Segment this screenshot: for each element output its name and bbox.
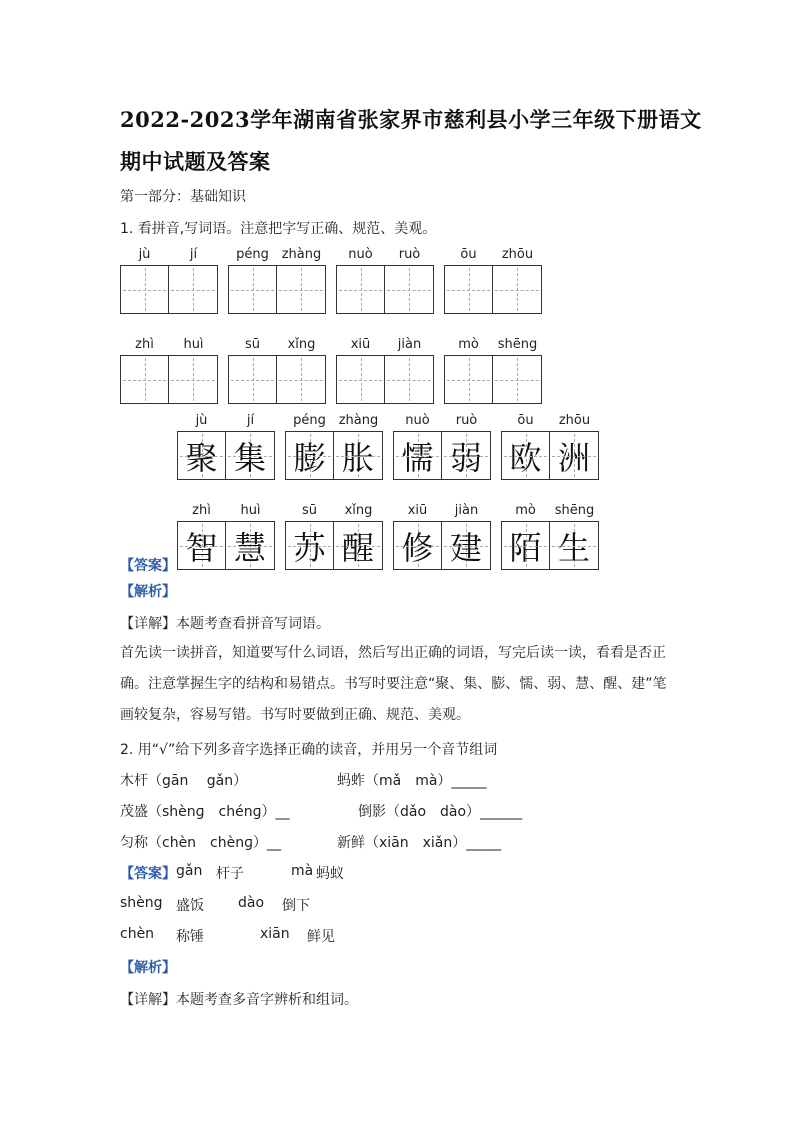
q2-item-text: 木杆（gān gǎn） [120, 773, 248, 789]
q1-detail: 【详解】本题考查看拼音写词语。 [120, 616, 330, 632]
pinyin: zhàng [281, 247, 322, 262]
answer-word [285, 501, 383, 570]
q2-item-text: 匀称（chèn chènɡ） [120, 835, 267, 851]
q2-answer-pinyin: gǎn [176, 863, 203, 879]
answer-word [501, 501, 599, 570]
answer-char: 集 [233, 438, 266, 477]
pinyin: nuò [348, 247, 373, 262]
writing-box[interactable] [169, 265, 218, 314]
pinyin: shēng [497, 337, 538, 352]
writing-box[interactable] [277, 265, 326, 314]
writing-box[interactable] [385, 265, 434, 314]
answer-char: 懦 [401, 438, 434, 477]
q2-answer-pinyin: shèng [120, 895, 163, 911]
pinyin: xǐng [287, 337, 316, 352]
word-grid [120, 335, 218, 404]
pinyin: jí [246, 413, 255, 428]
answer-char: 胀 [341, 438, 374, 477]
q2-blank[interactable]: ______ [480, 804, 523, 820]
answer-char: 修 [401, 528, 434, 567]
answer-char: 慧 [233, 528, 266, 567]
q2-answer-word: 蚂蚁 [316, 866, 344, 882]
answer-char: 聚 [185, 438, 218, 477]
answer-char: 智 [185, 528, 218, 567]
pinyin: jù [195, 413, 208, 428]
q2-item-1 [120, 770, 247, 790]
word-grid [444, 335, 542, 404]
pinyin: jí [189, 247, 198, 262]
writing-box[interactable] [336, 355, 385, 404]
pinyin: huì [183, 337, 204, 352]
q2-item-text: 倒影（dǎo dào） [358, 804, 481, 820]
q2-answer-word: 鲜见 [307, 929, 335, 945]
answer-word [177, 411, 275, 480]
pinyin: ruò [398, 247, 421, 262]
q2-detail: 【详解】本题考查多音字辨析和组词。 [120, 992, 358, 1008]
pinyin: jiàn [454, 503, 479, 518]
word-grid [228, 335, 326, 404]
pinyin: xiū [350, 337, 371, 352]
q2-analysis-label: 【解析】 [120, 960, 176, 976]
q2-item-5 [120, 832, 281, 852]
writing-box[interactable] [120, 265, 169, 314]
pinyin: huì [240, 503, 261, 518]
q2-item-text: 蚂蚱（mǎ mà） [337, 773, 452, 789]
pinyin: zhì [192, 503, 211, 518]
answer-char: 洲 [557, 438, 590, 477]
section-heading: 第一部分：基础知识 [120, 189, 246, 205]
q1-explanation: 首先读一读拼音，知道要写什么词语，然后写出正确的词语，写完后读一读，看看是否正确。注意掌握生字的结构和易错点。书写时要注意“聚、集、膨、懦、弱、慧、醒、建”笔画较复杂，容易写错。书写时要做到正确、规范、美观。 [120, 645, 667, 723]
answer-char: 陌 [509, 528, 542, 567]
q2-blank[interactable]: __ [275, 804, 290, 820]
q1-analysis-label: 【解析】 [120, 584, 176, 600]
answer-word [393, 501, 491, 570]
pinyin: jiàn [397, 337, 422, 352]
pinyin: zhōu [558, 413, 591, 428]
pinyin: zhàng [338, 413, 379, 428]
writing-box[interactable] [277, 355, 326, 404]
pinyin: xǐng [344, 503, 373, 518]
writing-box[interactable] [385, 355, 434, 404]
writing-box[interactable] [444, 265, 493, 314]
q2-answer-word: 称锤 [176, 929, 204, 945]
writing-box[interactable] [228, 265, 277, 314]
pinyin: ōu [517, 413, 534, 428]
answer-char: 膨 [293, 438, 326, 477]
pinyin: jù [138, 247, 151, 262]
q2-item-6 [337, 832, 501, 852]
answer-word [393, 411, 491, 480]
writing-box[interactable] [493, 265, 542, 314]
pinyin: mò [458, 337, 479, 352]
q2-answer-word: 杆子 [216, 866, 244, 882]
answer-char: 生 [557, 528, 590, 567]
answer-char: 醒 [341, 528, 374, 567]
pinyin: zhōu [501, 247, 534, 262]
pinyin: péng [236, 247, 269, 262]
q2-item-3 [120, 801, 289, 821]
pinyin: mò [515, 503, 536, 518]
pinyin: ōu [460, 247, 477, 262]
answer-word [501, 411, 599, 480]
word-grid [336, 245, 434, 314]
q2-item-2 [337, 770, 486, 790]
q2-item-text: 茂盛（shènɡ chénɡ） [120, 804, 276, 820]
answer-word [285, 411, 383, 480]
pinyin: sū [301, 503, 317, 518]
answer-word [177, 501, 275, 570]
document-title-line2: 期中试题及答案 [120, 149, 271, 174]
q2-answer-label: 【答案】 [120, 866, 176, 882]
writing-box[interactable] [169, 355, 218, 404]
q1-answer-label: 【答案】 [120, 558, 176, 574]
q2-answer-pinyin: mà [291, 863, 314, 879]
pinyin: ruò [455, 413, 478, 428]
pinyin: sū [244, 337, 260, 352]
q2-answer-pinyin: dào [238, 895, 265, 911]
q2-answer-word: 盛饭 [176, 898, 204, 914]
q2-blank[interactable]: _____ [466, 835, 502, 851]
answer-char: 欧 [509, 438, 542, 477]
q2-answer-pinyin: chèn [120, 926, 155, 942]
writing-box[interactable] [228, 355, 277, 404]
question-1-prompt: 1. 看拼音,写词语。注意把字写正确、规范、美观。 [120, 221, 437, 237]
word-grid [444, 245, 542, 314]
q2-blank[interactable]: _____ [451, 773, 487, 789]
writing-box[interactable] [493, 355, 542, 404]
pinyin: nuò [405, 413, 430, 428]
pinyin: xiū [407, 503, 428, 518]
q2-answer-pinyin: xiān [260, 926, 290, 942]
answer-char: 建 [449, 528, 482, 567]
word-grid [228, 245, 326, 314]
answer-char: 弱 [449, 438, 482, 477]
word-grid [336, 335, 434, 404]
q2-item-4 [358, 801, 522, 821]
pinyin: zhì [135, 337, 154, 352]
word-grid [120, 245, 218, 314]
q2-item-text: 新鲜（xiān xiǎn） [337, 835, 467, 851]
writing-box[interactable] [444, 355, 493, 404]
document-title-line1: 2022-2023学年湖南省张家界市慈利县小学三年级下册语文 [120, 107, 702, 132]
q2-blank[interactable]: __ [267, 835, 281, 851]
pinyin: péng [293, 413, 326, 428]
writing-box[interactable] [336, 265, 385, 314]
writing-box[interactable] [120, 355, 169, 404]
question-2-prompt: 2. 用“√”给下列多音字选择正确的读音，并用另一个音节组词 [120, 742, 498, 758]
q2-answer-word: 倒下 [282, 898, 310, 914]
pinyin: shēng [554, 503, 595, 518]
answer-char: 苏 [293, 528, 326, 567]
